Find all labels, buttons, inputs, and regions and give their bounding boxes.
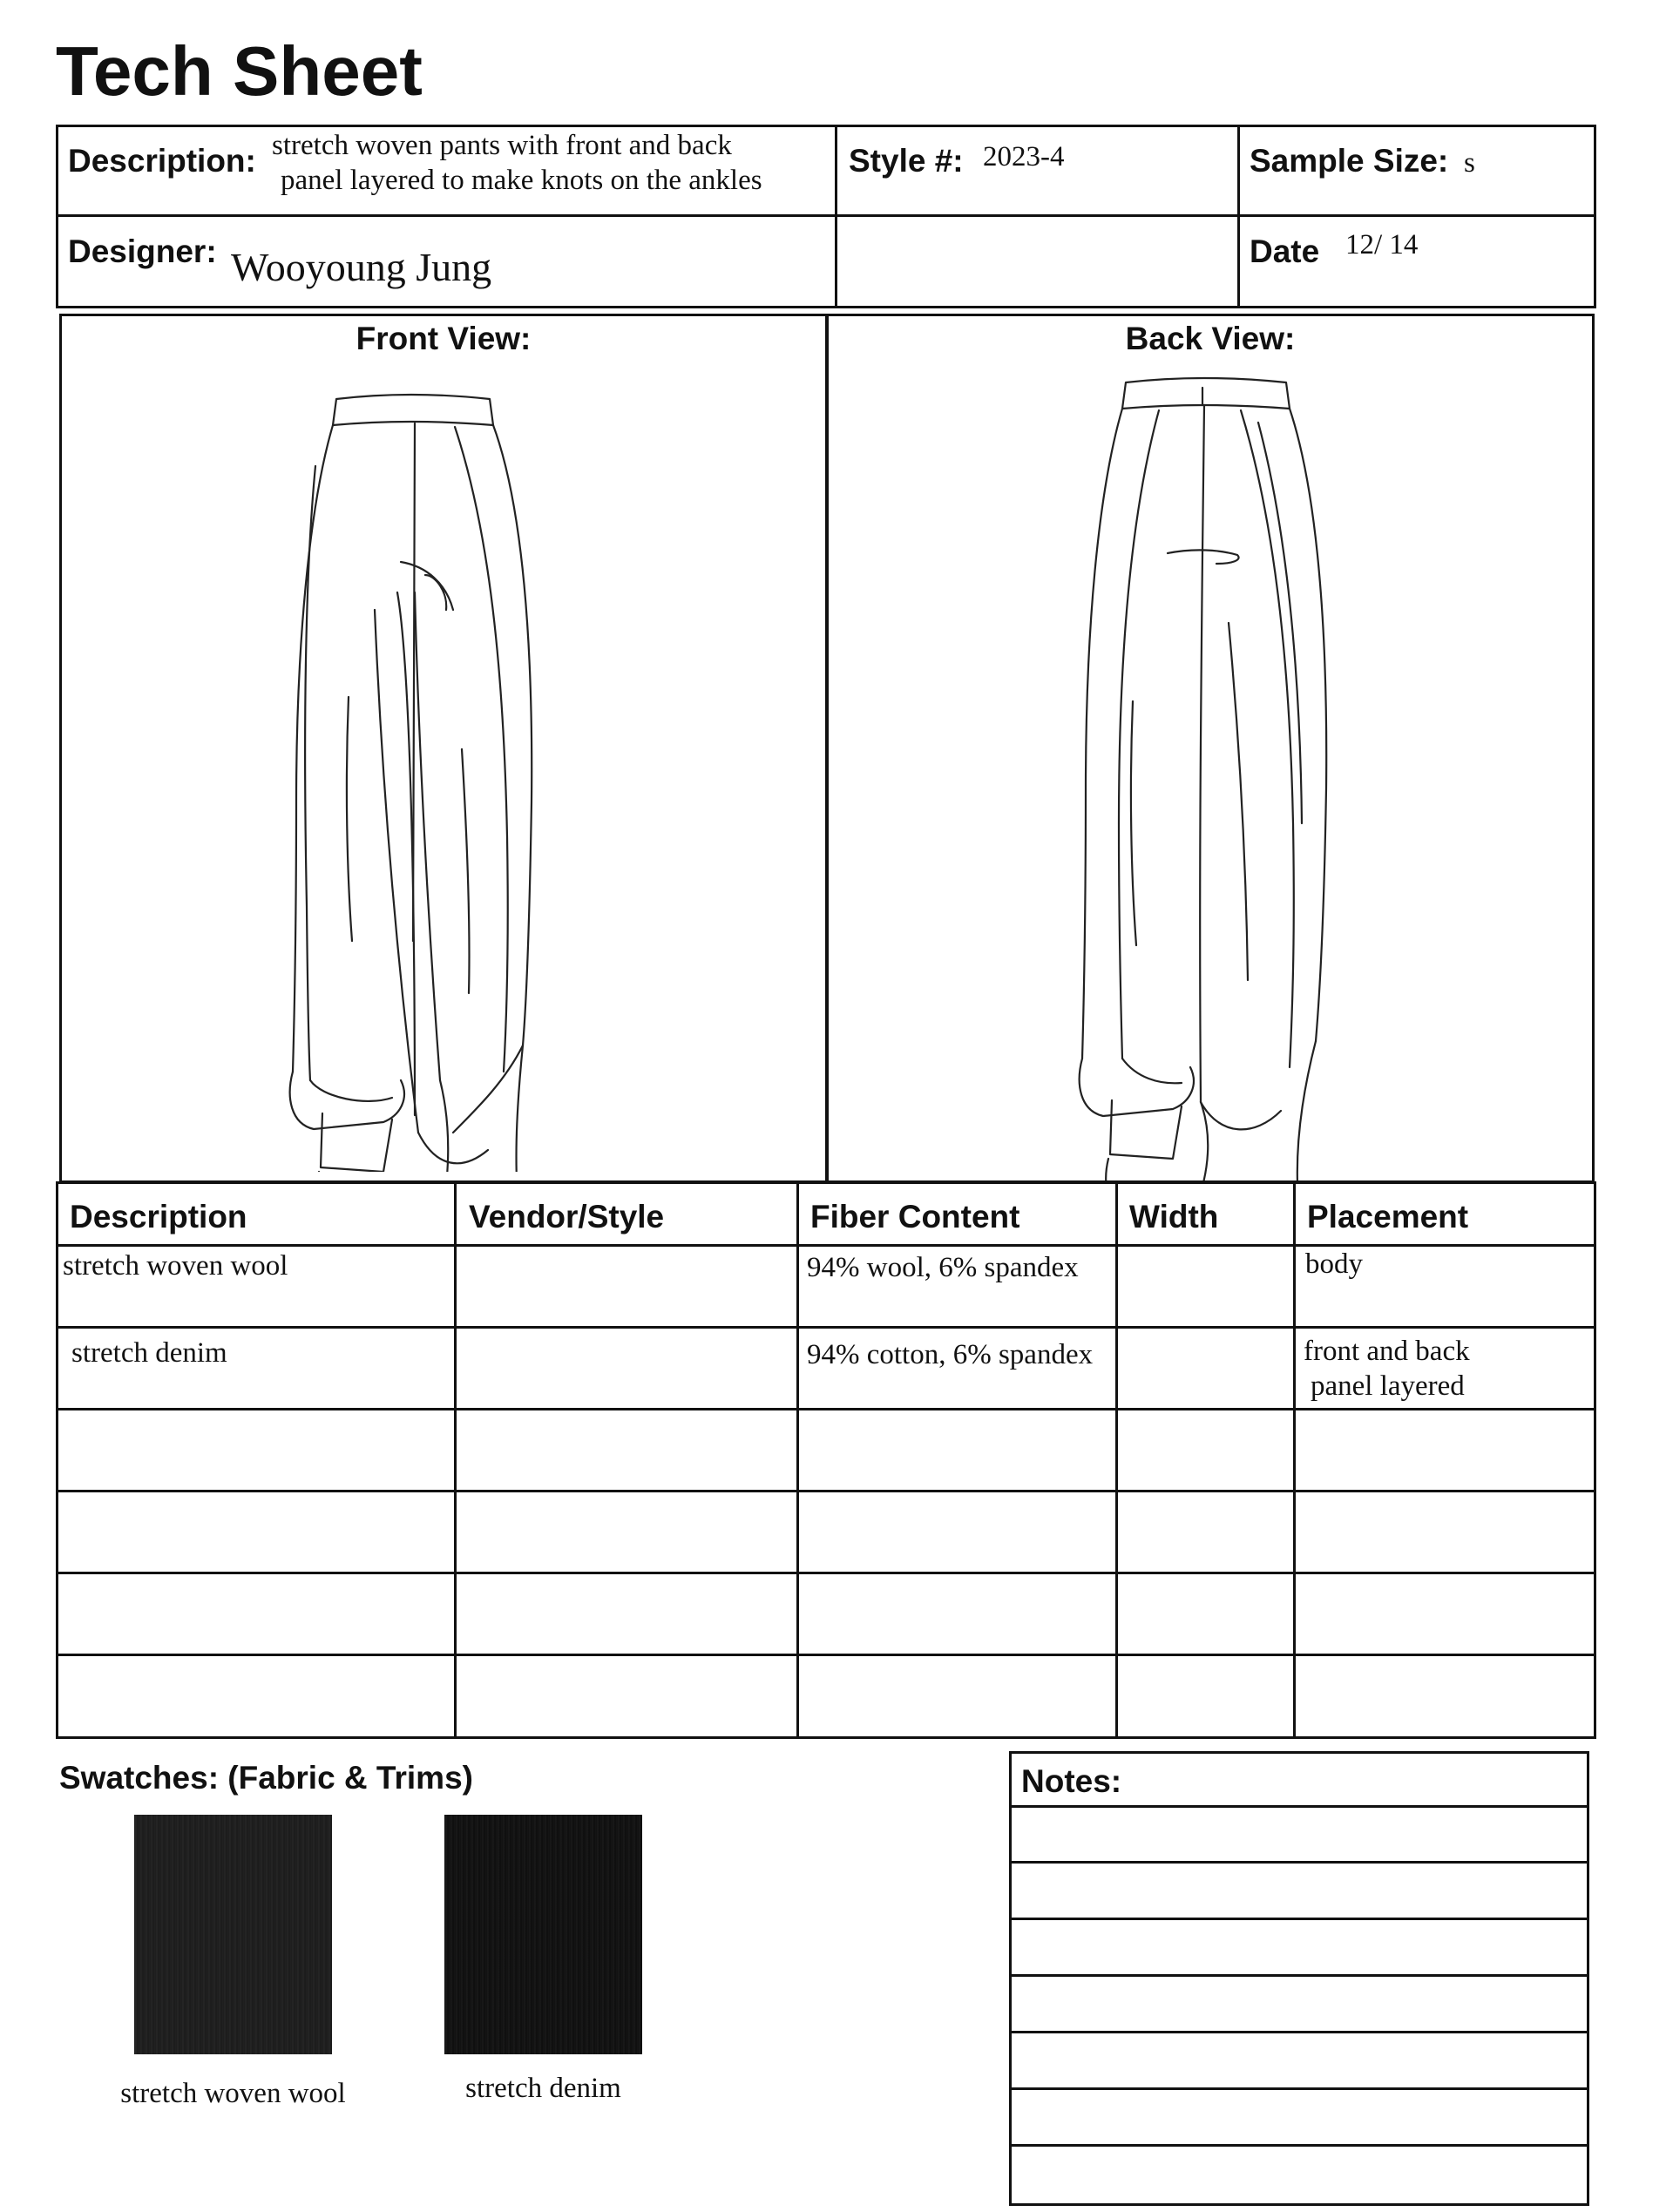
header-col-divider-1 [835, 125, 837, 308]
column-header-fiber-content: Fiber Content [810, 1199, 1020, 1235]
designer-label: Designer: [68, 233, 217, 269]
header-col-divider-2 [1237, 125, 1240, 308]
back-view-label: Back View: [1125, 321, 1296, 356]
notes-line [1009, 2144, 1589, 2147]
header-row-divider [56, 214, 1596, 217]
materials-row-divider [56, 1490, 1596, 1492]
column-header-placement: Placement [1307, 1199, 1469, 1235]
materials-row-divider [56, 1572, 1596, 1574]
materials-col-divider [1115, 1181, 1118, 1739]
notes-line [1009, 1974, 1589, 1977]
swatch-caption: stretch woven wool [120, 2078, 346, 2109]
swatch-caption: stretch denim [465, 2073, 621, 2104]
table-cell-placement: front and back [1304, 1336, 1470, 1367]
sample-size-value: s [1464, 147, 1475, 179]
notes-line [1009, 1805, 1589, 1808]
table-cell-placement: body [1305, 1248, 1363, 1280]
table-cell-fiber: 94% wool, 6% spandex [807, 1252, 1079, 1283]
description-value-line2: panel layered to make knots on the ankles [281, 165, 762, 196]
style-number-value: 2023-4 [983, 141, 1065, 172]
table-cell-description: stretch denim [71, 1337, 227, 1369]
notes-line [1009, 1918, 1589, 1920]
swatch-stretch-woven-wool [134, 1815, 332, 2054]
table-cell-fiber: 94% cotton, 6% spandex [807, 1339, 1094, 1370]
style-number-label: Style #: [849, 143, 964, 179]
front-pants-sketch [261, 383, 558, 1172]
materials-row-divider [56, 1654, 1596, 1656]
materials-col-divider [1293, 1181, 1296, 1739]
date-label: Date [1250, 233, 1320, 269]
notes-label: Notes: [1021, 1763, 1122, 1799]
column-header-width: Width [1129, 1199, 1219, 1235]
swatch-stretch-denim [444, 1815, 642, 2054]
page-title: Tech Sheet [56, 32, 423, 110]
description-value-line1: stretch woven pants with front and back [272, 130, 732, 161]
designer-value: Wooyoung Jung [231, 245, 492, 289]
date-value: 12/ 14 [1345, 229, 1419, 260]
materials-row-divider [56, 1326, 1596, 1329]
notes-box [1009, 1751, 1589, 2206]
materials-header-divider [56, 1244, 1596, 1247]
table-cell-description: stretch woven wool [63, 1250, 288, 1282]
notes-line [1009, 1861, 1589, 1864]
materials-row-divider [56, 1408, 1596, 1410]
front-view-label: Front View: [356, 321, 532, 356]
notes-line [1009, 2087, 1589, 2090]
materials-col-divider [796, 1181, 799, 1739]
swatches-label: Swatches: (Fabric & Trims) [59, 1760, 473, 1796]
column-header-vendor-style: Vendor/Style [469, 1199, 665, 1235]
column-header-description: Description [70, 1199, 247, 1235]
back-pants-sketch [1046, 370, 1359, 1180]
sample-size-label: Sample Size: [1250, 143, 1449, 179]
materials-col-divider [454, 1181, 457, 1739]
description-label: Description: [68, 143, 256, 179]
table-cell-placement: panel layered [1311, 1370, 1465, 1402]
notes-line [1009, 2031, 1589, 2033]
